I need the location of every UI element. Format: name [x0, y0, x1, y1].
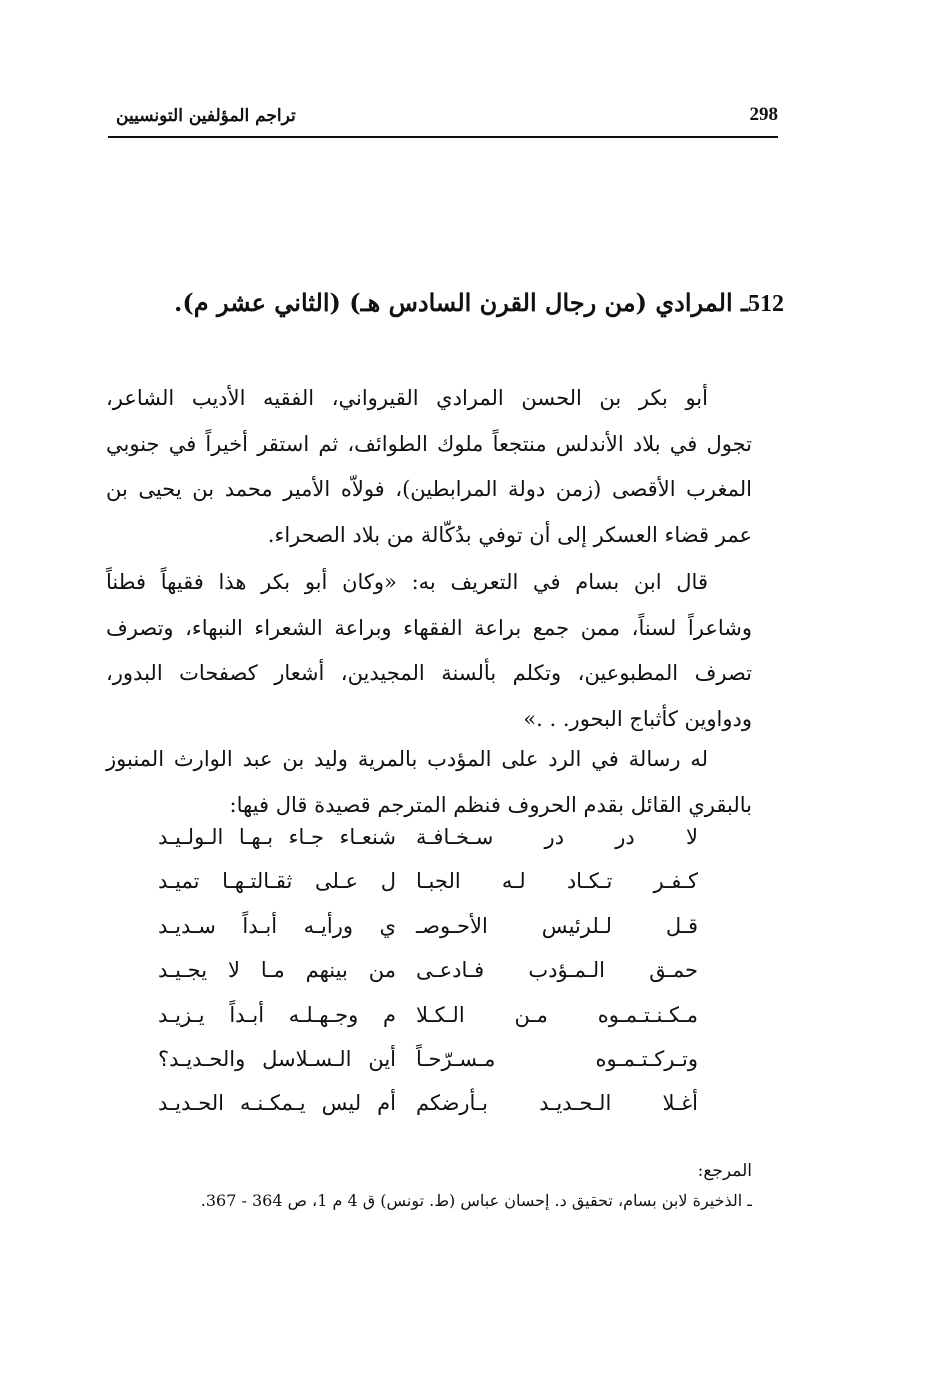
verse-second-hemistich: م وجـهـلـه أبـداً يـزيـد	[158, 1002, 396, 1027]
text-line: عمر قضاء العسكر إلى أن توفي بدُكّالة من بلاد الصحراء.	[267, 522, 752, 547]
page-number: 298	[749, 104, 778, 125]
poem-verse	[158, 958, 698, 1002]
poem-verse	[158, 914, 698, 958]
references-label: المرجع:	[697, 1161, 752, 1181]
poem	[158, 825, 698, 1136]
text-line: المغرب الأقصى (زمن دولة المرابطين)، فولاّه الأمير محمد بن يحيى بن	[106, 477, 752, 502]
verse-second-hemistich: ي ورأيـه أبـداً سـديـد	[158, 913, 396, 938]
references-section	[138, 1156, 752, 1216]
text-line: له رسالة في الرد على المؤدب بالمرية وليد بن عبد الوارث المنبوز	[106, 747, 708, 771]
verse-first-hemistich: أغـلا الـحـديـد بـأرضكم	[416, 1091, 698, 1116]
text-line: قال ابن بسام في التعريف به: «وكان أبو بكر هذا فقيهاً فطناً	[106, 570, 708, 594]
verse-first-hemistich: كـفـر تـكـاد لـه الجبـا	[416, 869, 698, 894]
verse-first-hemistich: حمـق الـمـؤدب فـادعـى	[416, 958, 698, 983]
text-line: وشاعراً لسناً، ممن جمع براعة الفقهاء وبراعة الشعراء النبهاء، وتصرف	[106, 615, 752, 640]
verse-second-hemistich: أين الـسـلاسل والحـديـد؟	[158, 1046, 396, 1071]
text-line: تجول في بلاد الأندلس منتجعاً ملوك الطوائف، ثم استقر أخيراً في جنوبي	[106, 431, 752, 456]
verse-first-hemistich: مـكـنـتـمـوه مـن الـكـلا	[416, 1002, 698, 1027]
poem-verse	[158, 1003, 698, 1047]
verse-second-hemistich: من بينهم مـا لا يجـيـد	[158, 958, 396, 983]
verse-second-hemistich: ل عـلى ثقـالتـهـا تميـد	[158, 869, 396, 894]
biography-paragraph	[106, 376, 752, 558]
text-line: تصرف المطبوعين، وتكلم بألسنة المجيدين، أشعار كصفحات البدور،	[106, 661, 752, 686]
verse-first-hemistich: قـل لـلرئيس الأحـوصـ	[416, 913, 698, 938]
running-title: تراجم المؤلفين التونسيين	[116, 106, 296, 126]
reference-item: ـ الذخيرة لابن بسام، تحقيق د. إحسان عباس (ط. تونس) ق 4 م 1، ص 364 - 367.	[200, 1191, 752, 1210]
poem-verse	[158, 1091, 698, 1135]
works-paragraph	[106, 737, 752, 828]
entry-number: 512	[748, 291, 784, 317]
entry-title: ـ المرادي (من رجال القرن السادس هـ) (الثاني عشر م).	[174, 288, 748, 317]
poem-verse	[158, 1047, 698, 1091]
entry-heading	[174, 288, 784, 318]
text-line: أبو بكر بن الحسن المرادي القيرواني، الفقيه الأديب الشاعر،	[106, 386, 708, 410]
quotation-paragraph	[106, 560, 752, 742]
verse-second-hemistich: أم ليس يـمكـنـه الحـديـد	[158, 1091, 396, 1116]
verse-first-hemistich: وتـركـتـمـوه مـسـرّحـاً	[416, 1046, 698, 1071]
running-header	[108, 102, 778, 138]
verse-first-hemistich: لا در در سـخـافـة	[416, 825, 698, 849]
verse-second-hemistich: شنعـاء جـاء بـهـا الـولـيـد	[158, 825, 396, 849]
poem-verse	[158, 825, 698, 869]
text-line: ودواوين كأثباج البحور. . .»	[523, 706, 752, 731]
text-line: بالبقري القائل بقدم الحروف فنظم المترجم قصيدة قال فيها:	[229, 792, 752, 817]
poem-verse	[158, 869, 698, 913]
